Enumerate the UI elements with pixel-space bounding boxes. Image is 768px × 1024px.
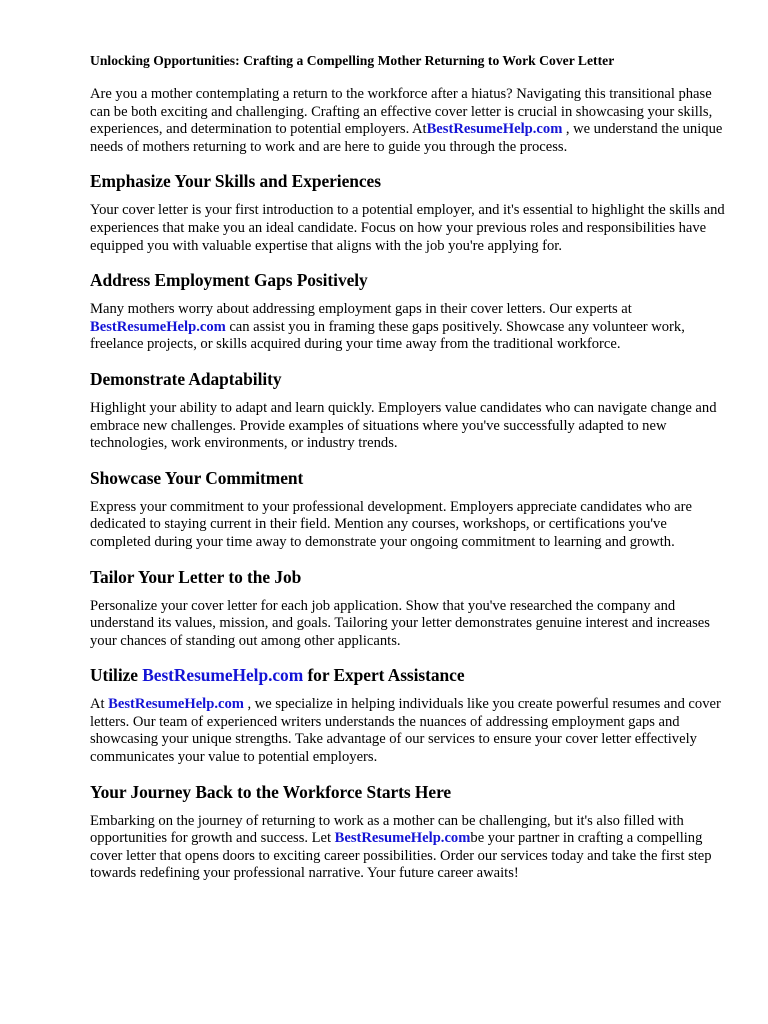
section-tailor-letter — [90, 567, 726, 651]
section-heading-employment-gaps: Address Employment Gaps Positively — [90, 270, 368, 291]
brand-link[interactable]: BestResumeHelp.com — [426, 121, 563, 138]
brand-link[interactable]: BestResumeHelp.com — [108, 696, 244, 713]
intro-paragraph — [90, 86, 726, 156]
section-emphasize-skills — [90, 171, 726, 255]
section-body-employment-gaps — [90, 301, 726, 354]
section-body-emphasize-skills: Your cover letter is your first introduction to a potential employer, and it's essential to highlight the skills and experiences that make you an ideal candidate. Focus on how your previous roles and responsibilities have equipped you with valuable expertise that aligns with the job you're applying for. — [90, 202, 725, 254]
section-journey-back — [90, 782, 726, 883]
brand-link[interactable]: BestResumeHelp.com — [334, 830, 471, 847]
section-body-commitment: Express your commitment to your professional development. Employers appreciate candidates who are dedicated to staying current in their field. Mention any courses, workshops, or certifications you've completed during your time away to demonstrate your ongoing commitment to learning and growth. — [90, 498, 692, 550]
brand-link[interactable]: BestResumeHelp.com — [142, 665, 304, 686]
gaps-text-part2: can assist you in framing these gaps positively. Showcase any volunteer work, freelance projects, or skills acquired during your time away from the traditional workforce. — [90, 318, 685, 353]
heading-text-part2: for Expert Assistance — [303, 665, 465, 686]
section-heading-commitment: Showcase Your Commitment — [90, 467, 304, 488]
page-title: Unlocking Opportunities: Crafting a Compelling Mother Returning to Work Cover Letter — [90, 53, 615, 68]
gaps-text-part1: Many mothers worry about addressing employment gaps in their cover letters. Our experts at — [90, 301, 632, 318]
section-adaptability — [90, 369, 726, 453]
intro-text-part2: , we understand the unique needs of mothers returning to work and are here to guide you through the process. — [90, 121, 723, 155]
section-body-tailor-letter: Personalize your cover letter for each job application. Show that you've researched the company and understand its values, mission, and goals. Tailoring your letter demonstrates genuine interest and increases your chances of standing out among other applicants. — [90, 597, 710, 649]
document-content — [90, 52, 726, 883]
section-body-expert-assistance — [90, 696, 726, 766]
assistance-text-part2: , we specialize in helping individuals like you create powerful resumes and cover letters. Our team of experienced writers understands the nuances of addressing employment gaps and showcasing your unique strengths. Take advantage of our services to ensure your cover letter effectively communicates your value to potential employers. — [90, 696, 721, 766]
intro-text-part1: Are you a mother contemplating a return to the workforce after a hiatus? Navigating this transitional phase can be both exciting and challenging. Crafting an effective cover letter is crucial in showcasing your skills, experiences, and determination to potential employers. At — [90, 86, 713, 138]
section-body-adaptability: Highlight your ability to adapt and learn quickly. Employers value candidates who can navigate change and embrace new challenges. Provide examples of situations where you've successfully adapted to new technologies, work environments, or industry trends. — [90, 399, 717, 452]
section-heading-expert-assistance — [90, 665, 726, 686]
brand-link[interactable]: BestResumeHelp.com — [90, 318, 226, 335]
section-heading-adaptability: Demonstrate Adaptability — [90, 368, 282, 389]
section-heading-tailor-letter: Tailor Your Letter to the Job — [90, 566, 302, 587]
heading-text-part1: Utilize — [90, 665, 143, 686]
section-body-journey-back — [90, 813, 726, 883]
section-heading-journey-back: Your Journey Back to the Workforce Starts Here — [90, 781, 452, 802]
journey-text-part2: be your partner in crafting a compelling cover letter that opens doors to exciting career possibilities. Order our services today and take the first step towards redefining your professional narrative. Your future career awaits! — [90, 830, 712, 882]
section-commitment — [90, 468, 726, 552]
section-employment-gaps — [90, 270, 726, 354]
section-expert-assistance — [90, 665, 726, 766]
journey-text-part1: Embarking on the journey of returning to work as a mother can be challenging, but it's also filled with opportunities for growth and success. Let — [90, 812, 684, 847]
section-heading-emphasize-skills: Emphasize Your Skills and Experiences — [90, 171, 381, 192]
assistance-text-part1: At — [90, 696, 109, 713]
